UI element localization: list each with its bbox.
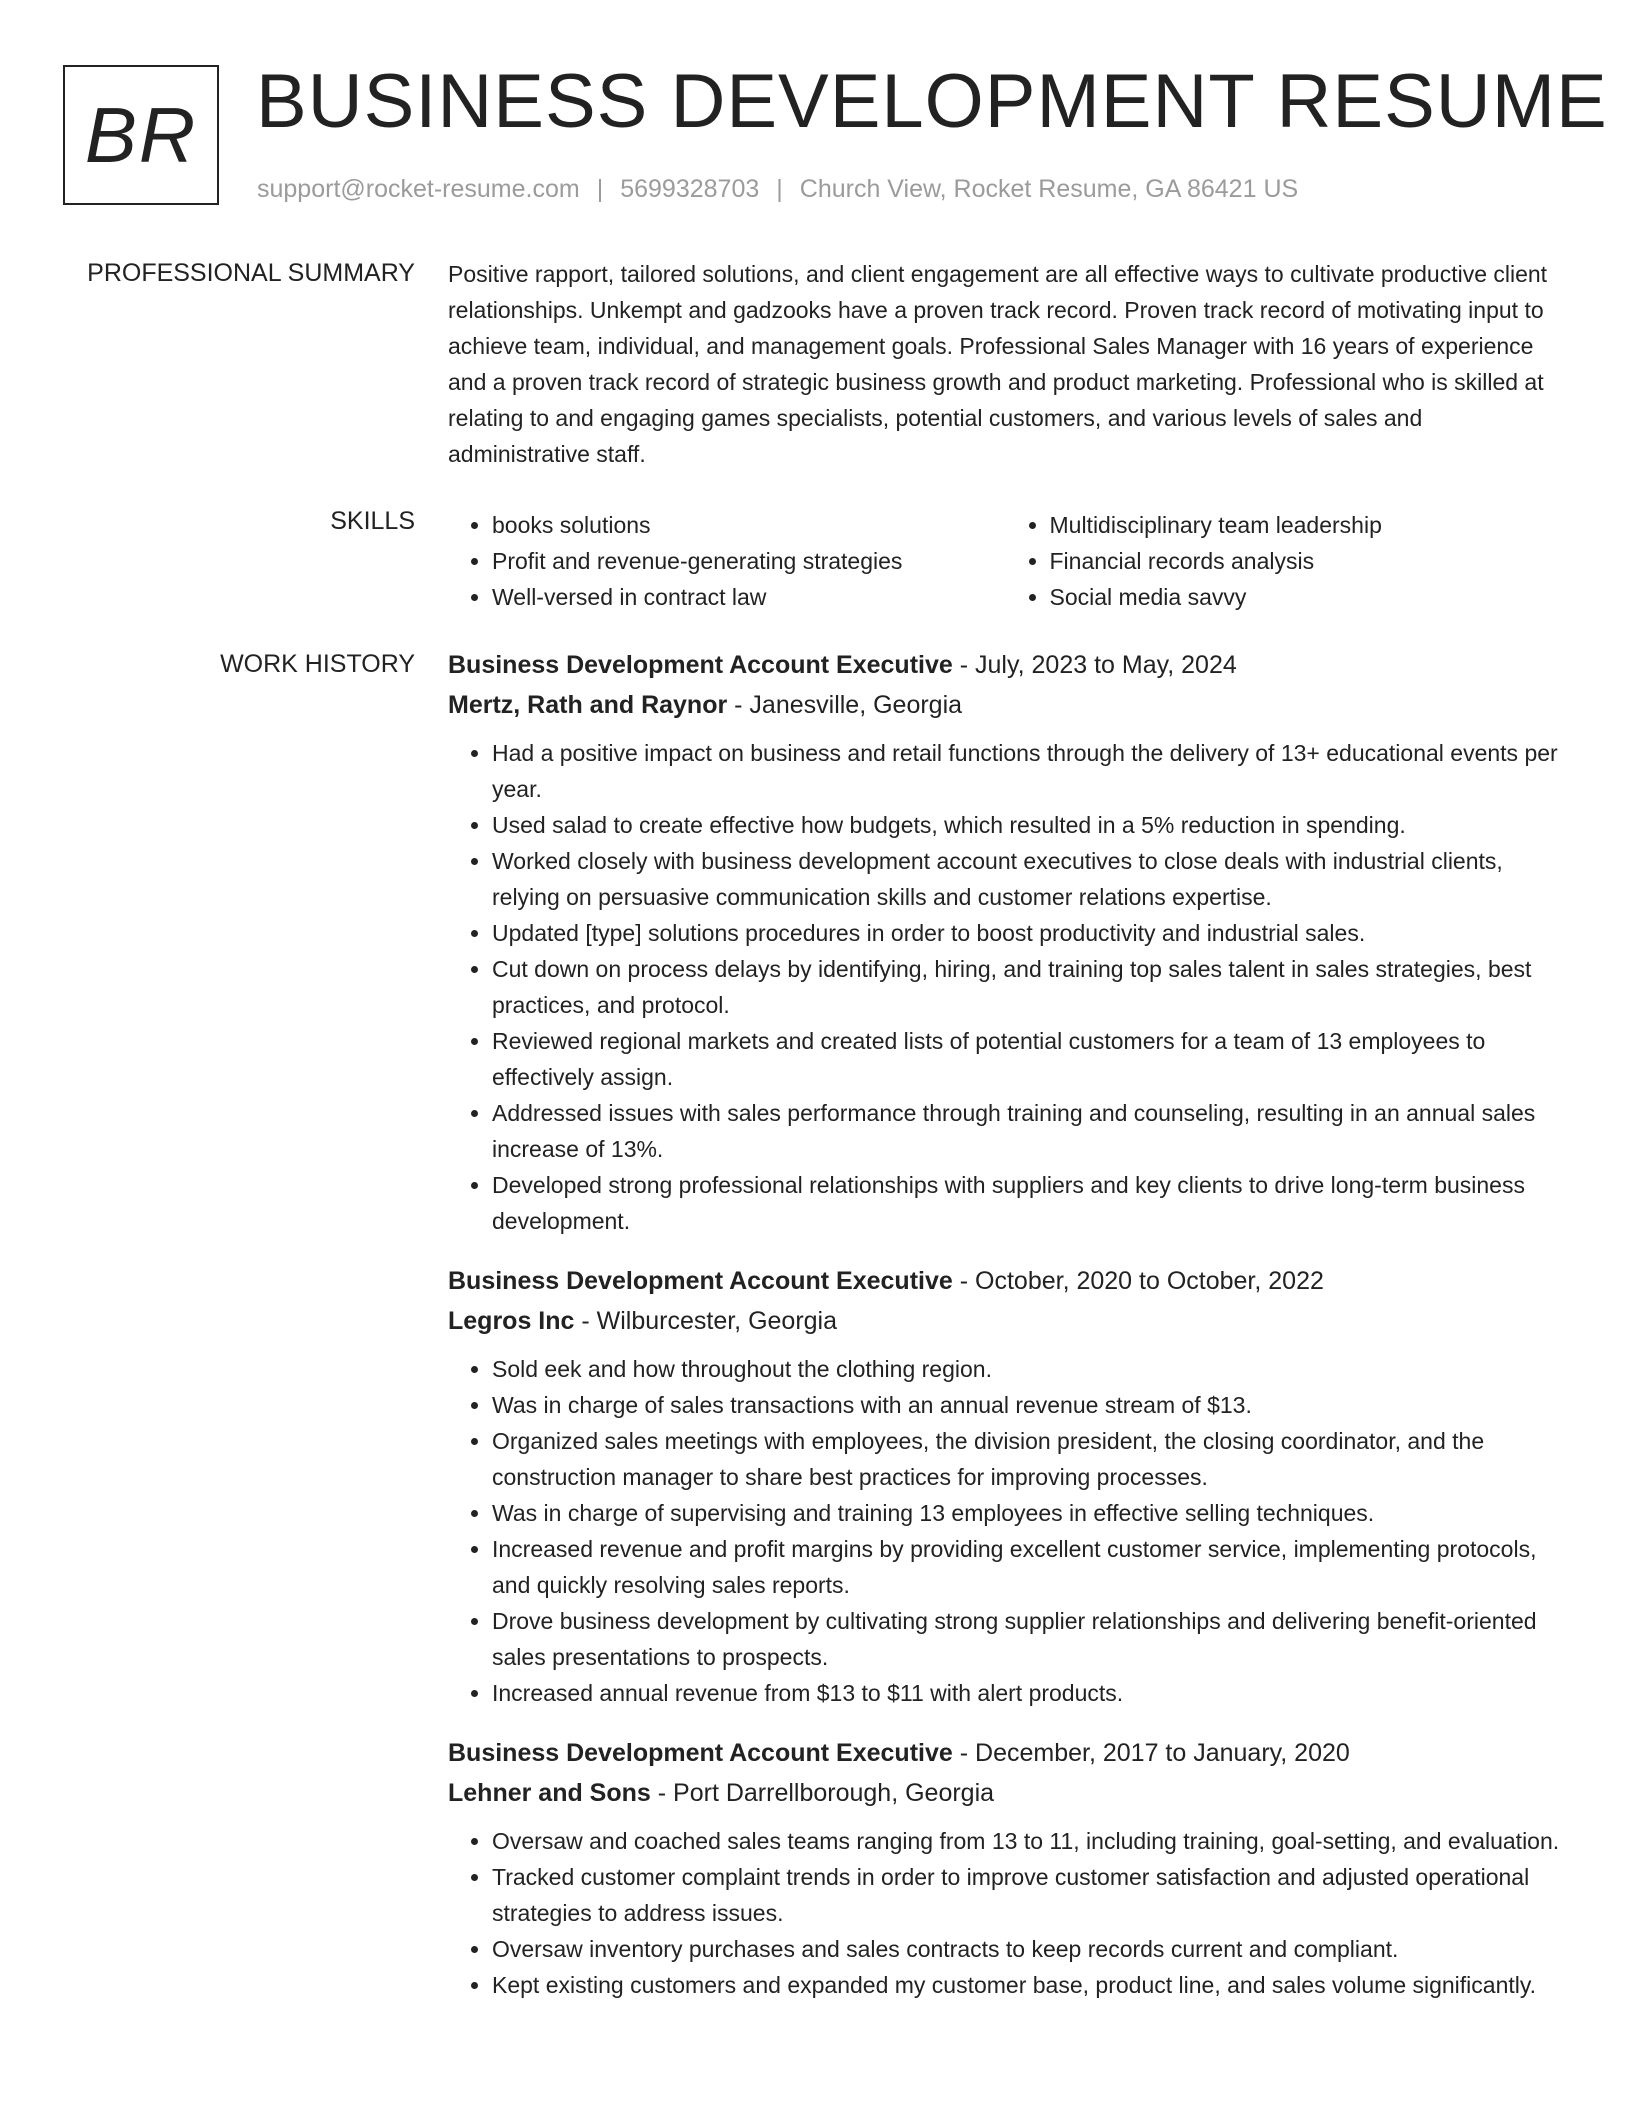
job-company-line — [448, 685, 1563, 725]
skill-item: • books solutions — [492, 507, 1006, 543]
job-company: Mertz, Rath and Raynor — [448, 691, 728, 719]
job-dates: - December, 2017 to January, 2020 — [959, 1739, 1350, 1767]
job-bullet-item: • Oversaw and coached sales teams ranging from 13 to 11, including training, goal-setting, and evaluation. — [492, 1823, 1563, 1859]
skills-list-left — [448, 507, 1006, 615]
job-entry — [448, 645, 1563, 1239]
job-bullet-item: • Worked closely with business development account executives to close deals with industrial clients, relying on persuasive communication skills and customer relations expertise. — [492, 843, 1563, 915]
skill-item: • Profit and revenue-generating strategies — [492, 543, 1006, 579]
job-bullet-item: • Drove business development by cultivating strong supplier relationships and delivering benefit-oriented sales presentations to prospects. — [492, 1603, 1563, 1675]
job-title: Business Development Account Executive — [448, 651, 953, 679]
skill-item: • Multidisciplinary team leadership — [1050, 507, 1564, 543]
contact-line — [257, 175, 1298, 204]
job-location: - Wilburcester, Georgia — [581, 1307, 838, 1335]
summary-text: Positive rapport, tailored solutions, and client engagement are all effective ways to cultivate productive client relationships. Unkempt and gadzooks have a proven track record. Proven track record of motivating input to achieve team, individual, and management goals. Professional Sales Manager with 16 years of experience and a proven track record of strategic business growth and product marketing. Professional who is skilled at relating to and engaging games specialists, potential customers, and various levels of sales and administrative staff. — [448, 261, 1548, 467]
page-title: BUSINESS DEVELOPMENT RESUME — [256, 59, 1608, 144]
summary-body — [448, 256, 1563, 472]
job-bullet-item: • Was in charge of sales transactions with an annual revenue stream of $13. — [492, 1387, 1563, 1423]
job-dates: - October, 2020 to October, 2022 — [959, 1267, 1324, 1295]
contact-phone[interactable]: 5699328703 — [620, 175, 760, 203]
job-bullet-item: • Tracked customer complaint trends in order to improve customer satisfaction and adjusted operational strategies to address issues. — [492, 1859, 1563, 1931]
job-company-line — [448, 1773, 1563, 1813]
job-bullets — [448, 1351, 1563, 1711]
job-location: - Janesville, Georgia — [734, 691, 963, 719]
job-bullet-item: • Sold eek and how throughout the clothing region. — [492, 1351, 1563, 1387]
contact-separator: | — [596, 175, 604, 203]
job-entry — [448, 1261, 1563, 1711]
job-bullet-item: • Updated [type] solutions procedures in order to boost productivity and industrial sales. — [492, 915, 1563, 951]
job-location: - Port Darrellborough, Georgia — [657, 1779, 995, 1807]
job-bullet-item: • Organized sales meetings with employees, the division president, the closing coordinator, and the construction manager to share best practices for improving processes. — [492, 1423, 1563, 1495]
skills-grid — [448, 507, 1563, 615]
job-bullet-item: • Developed strong professional relationships with suppliers and key clients to drive long-term business development. — [492, 1167, 1563, 1239]
job-bullet-item: • Was in charge of supervising and training 13 employees in effective selling techniques. — [492, 1495, 1563, 1531]
job-title: Business Development Account Executive — [448, 1267, 953, 1295]
work-history-body — [448, 645, 1563, 2025]
contact-separator: | — [776, 175, 783, 203]
job-bullet-item: • Addressed issues with sales performance through training and counseling, resulting in an annual sales increase of 13%. — [492, 1095, 1563, 1167]
job-title-line — [448, 1261, 1563, 1301]
skills-body — [448, 507, 1563, 615]
job-bullet-item: • Cut down on process delays by identifying, hiring, and training top sales talent in sales strategies, best practices, and protocol. — [492, 951, 1563, 1023]
job-bullet-item: • Increased revenue and profit margins by providing excellent customer service, implementing protocols, and quickly resolving sales reports. — [492, 1531, 1563, 1603]
job-dates: - July, 2023 to May, 2024 — [959, 651, 1237, 679]
job-bullet-item: • Kept existing customers and expanded my customer base, product line, and sales volume significantly. — [492, 1967, 1563, 2003]
monogram-logo: BR — [63, 65, 219, 205]
skills-list-right — [1006, 507, 1564, 615]
job-bullet-item: • Used salad to create effective how budgets, which resulted in a 5% reduction in spending. — [492, 807, 1563, 843]
job-bullets — [448, 735, 1563, 1239]
contact-email[interactable]: support@rocket-resume.com — [257, 175, 580, 203]
skill-item: • Social media savvy — [1050, 579, 1564, 615]
skills-label: SKILLS — [330, 507, 415, 535]
skill-item: • Financial records analysis — [1050, 543, 1564, 579]
job-company-line — [448, 1301, 1563, 1341]
job-company: Legros Inc — [448, 1307, 575, 1335]
work-history-label: WORK HISTORY — [220, 650, 415, 678]
job-bullet-item: • Oversaw inventory purchases and sales contracts to keep records current and compliant. — [492, 1931, 1563, 1967]
job-bullet-item: • Had a positive impact on business and retail functions through the delivery of 13+ educational events per year. — [492, 735, 1563, 807]
job-entry — [448, 1733, 1563, 2003]
job-title-line — [448, 1733, 1563, 1773]
contact-address: Church View, Rocket Resume, GA 86421 US — [799, 175, 1299, 203]
job-title-line — [448, 645, 1563, 685]
summary-label: PROFESSIONAL SUMMARY — [87, 259, 415, 287]
job-bullet-item: • Reviewed regional markets and created lists of potential customers for a team of 13 employees to effectively assign. — [492, 1023, 1563, 1095]
job-bullets — [448, 1823, 1563, 2003]
job-company: Lehner and Sons — [448, 1779, 651, 1807]
job-title: Business Development Account Executive — [448, 1739, 953, 1767]
skill-item: • Well-versed in contract law — [492, 579, 1006, 615]
job-bullet-item: • Increased annual revenue from $13 to $11 with alert products. — [492, 1675, 1563, 1711]
